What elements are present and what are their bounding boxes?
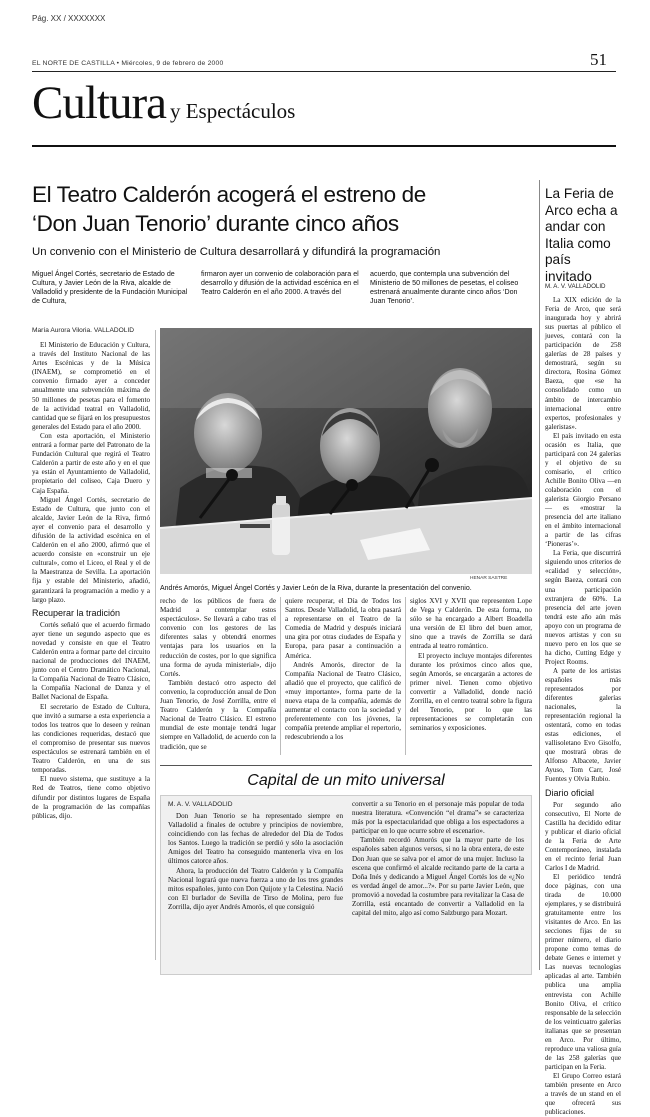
section-title — [32, 74, 295, 132]
subhead-diario-oficial: Diario oficial — [545, 787, 595, 798]
paragraph: El Ministerio de Educación y Cultura, a través del Instituto Nacional de las Artes Escénicas y de la Música (INAEM), se comprometió en el convenio firmado ayer a conceder anualmente una subvención máxima de 50 millones de pesetas para el fomento de la actividad teatral en Valladolid, cantidad que se fijará en los presupuestos generales del Estado para el año 2000. — [32, 341, 150, 431]
paragraph: También recordó Amorós que la mayor parte de los españoles saben algunos versos, si no la obra entera, de este Don Juan que se salva por el amor de una mujer. Incluso la escena que confirmó el alcalde recitando parte de la carta a Doña Inés y dedicando a Miguel Ángel Cortés los de «¿No es verdad ángel de amor...?». Por su parte Javier León, que promovió a novedad la costumbre para revitalizar la Casa de Zorrilla, está encantado de convertir a Valladolid en la capital del mito, algo así como Salzburgo para Mozart. — [352, 836, 524, 918]
secondary-byline: M. A. V. VALLADOLID — [168, 801, 233, 808]
section-rule — [32, 145, 616, 147]
paragraph: quiere recuperar, el Día de Todos los Santos. Desde Valladolid, la obra pasará a representarse en el Teatro de la Comedia de Madrid y después iniciará una gira por otras ciudades de España y Europa, para pasar a continuación a América. — [285, 597, 401, 660]
secondary-col-1 — [168, 812, 343, 970]
sidebar-body — [545, 296, 621, 1117]
paragraph: Ahora, la producción del Teatro Calderón y la Compañía Nacional logrará que nueva fuerza a uno de los tres grandes mitos españoles, junto con Don Quijote y la Celestina. Nació con El burlador de Sevilla de Tirso de Molina, pero fue Zorrilla, dijo ayer Andrés Amorós, el que consiguió — [168, 866, 343, 911]
paragraph: convertir a su Tenorio en el personaje más popular de toda nuestra literatura. «Convención “el drama”» se caracteriza más por la espectacularidad que obliga a los espectadores a participar en lo que ocurre sobre el escenario». — [352, 800, 524, 836]
paragraph: siglos XVI y XVII que representen Lope de Vega y Calderón. De esta forma, no sólo se ha encargado a Albert Boadella una versión de El libro del buen amor, sino que a través de Zorrilla se dará entrada al teatro romántico. — [410, 597, 532, 651]
masthead: EL NORTE DE CASTILLA • Miércoles, 9 de febrero de 2000 — [32, 60, 224, 67]
paragraph: El periódico tendrá doce páginas, con una tirada de 10.000 ejemplares, y se distribuirá gratuitamente entre los visitantes de Arco. En las secciones fijas de su primer número, el diario propone como temas de debate Genes e internet y Las nuevas tecnologías aplicadas al arte. También publica una amplia entrevista con Achille Bonito Oliva, el crítico responsable de la selección de los veinticuatro galerías italianas que se presentan en Arco. Por último, reproduce una valiosa guía de las 258 galerías que participan en la Feria. — [545, 872, 621, 1071]
paragraph: Don Juan Tenorio se ha representado siempre en Valladolid a finales de octubre y principios de noviembre, coincidiendo con las fechas de alrededor del Día de Todos los Santos. Luego la tradición se perdió y sólo la asociación Amigos del Teatro ha conseguido mantenerla viva en los últimos catorce años. — [168, 812, 343, 866]
main-col-3 — [285, 597, 401, 757]
paragraph: También destacó otro aspecto del convenio, la coproducción anual de Don Juan Tenorio, de José Zorrilla, entre el Teatro Calderón y la Compañía Nacional de Teatro Clásico. El estreno mundial de este montaje tendrá lugar siempre en Valladolid, de acuerdo con la tradición, que se — [160, 678, 276, 751]
headline-line-1: El Teatro Calderón acogerá el estreno de — [32, 182, 426, 207]
paragraph: A parte de los artistas españoles más representados por diferentes galerías nacionales, la representación regional la ostentará, como en todas estas ediciones, el vallisoletano Evo Gisolfo, que mostrará obras de Alfonso Albacete, Javier Ayuso, Tom Carr, José Fuentes y Olvia Rubio. — [545, 666, 621, 784]
paragraph: La Feria, que discurrirá siguiendo unos criterios de «calidad y selección», según Baeza, contará con una participación extranjera de 60%. La presencia del arte joven tendrá este año aún más apoyo con un programa de nuevos artistas y con su nuevo pero en los que se ha dicho, Cutting Edge y Project Rooms. — [545, 549, 621, 666]
sidebar-headline: La Feria de Arco echa a andar con Italia como país invitado — [545, 186, 618, 284]
subhead-recuperar: Recuperar la tradición — [32, 607, 121, 618]
main-col-1 — [32, 341, 150, 965]
paragraph: El proyecto incluye montajes diferentes durante los próximos cinco años que, según Amorós, se encargarán a actores de primer nivel. Tienen como objetivo convertir a Valladolid, donde nació Zorrilla, en el centro teatral sobre la figura del Tenorio, por lo que las representaciones se completarán con seminarios y exposiciones. — [410, 651, 532, 733]
lead-col-2: firmaron ayer un convenio de colaboración para el desarrollo y difusión de la actividad escénica en el Teatro Calderón en el año 2000. A través del — [201, 270, 359, 296]
paragraph: Miguel Ángel Cortés, secretario de Estado de Cultura, que junto con el alcalde, Javier León de la Riva, firmó ayer el convenio para el desarrollo y difusión de la actividad escénica en el Calderón en el año 2000, afirmó que el acuerdo consiste en «construir un eje cultural», como el Liceo, el Real y el de la Maestranza de Sevilla. La aportación fija y estable del Ministerio, añadió, garantizará la programación a medio y a largo plazo. — [32, 495, 150, 604]
main-col-4 — [410, 597, 532, 757]
column-divider — [405, 597, 406, 755]
paragraph: Andrés Amorós, director de la Compañía Nacional de Teatro Clásico, añadió que el proyecto, que calificó de «muy importante», forma parte de la nueva etapa de la compañía, además de aumentar el contacto con la sociedad y preferentemente con los jóvenes, la compañía pretende ampliar el repertorio, redescubriendo a los — [285, 660, 401, 742]
column-divider — [280, 597, 281, 755]
sidebar-byline: M. A. V. VALLADOLID — [545, 283, 606, 290]
photo-caption: Andrés Amorós, Miguel Ángel Cortés y Javier León de la Riva, durante la presentación del convenio. — [160, 585, 472, 592]
paragraph: El nuevo sistema, que sustituye a la Red de Teatros, tiene como objetivo difundir por distintos lugares de España de la programación de las compañías públicas, dijo. — [32, 775, 150, 820]
paragraph: Por segundo año consecutivo, El Norte de Castilla ha decidido editar y publicar el diario oficial de la Feria de Arte Contemporáneo, instalada en el recinto ferial Juan Carlos I de Madrid. — [545, 800, 621, 872]
paragraph: El Grupo Correo estará también presente en Arco a través de un stand en el que ofrecerá sus publicaciones. — [545, 1071, 621, 1117]
page-number: 51 — [590, 50, 607, 69]
section-main: Cultura — [32, 77, 166, 129]
main-headline — [32, 180, 532, 238]
main-byline: María Aurora Viloria. VALLADOLID — [32, 327, 135, 334]
lead-col-1: Miguel Ángel Cortés, secretario de Estado de Cultura, y Javier León de la Riva, alcalde de Valladolid y presidente de la Fundación Municipal de Cultura, — [32, 270, 188, 305]
paragraph: El secretario de Estado de Cultura, que invitó a sumarse a esta experiencia a todos los teatros que lo deseen y reúnan las condiciones requeridas, destacó que el compromiso de presentar sus nuevos espectáculos se estrenará también en el Teatro Calderón, en una de sus temporadas. — [32, 702, 150, 775]
paragraph: Con esta aportación, el Ministerio entrará a formar parte del Patronato de la Fundación Cultural que regirá el Teatro Calderón a partir de este año y en el que ya están el Ayuntamiento de Valladolid, propietario del coliseo, Caja Duero y Caja España. — [32, 431, 150, 495]
paragraph: La XIX edición de la Feria de Arco, que será inaugurada hoy y abrirá sus puertas al público el jueves, contará con la participación de 258 galerías de 28 países y demostrará, según su directora, Rosina Gómez Baeza, que «se ha consolidado como un ámbito de intercambio internacional entre expertos, profesionales y galeristas». — [545, 296, 621, 431]
masthead-rule — [32, 71, 616, 72]
section-sub: y Espectáculos — [169, 99, 296, 123]
page-label: Pág. XX / XXXXXXX — [32, 14, 106, 23]
photo-credit: HENAR SASTRE — [470, 576, 508, 581]
secondary-rule — [160, 765, 532, 766]
paragraph: recho de los públicos de fuera de Madrid a contemplar estos espectáculos». Se llevará a cabo tras el convenio con los gestores de las diferentes salas y obtendrá enormes ventajas para los usuarios en la reducción de costes, por lo que significa una forma de ayuda ministerial», dijo Cortés. — [160, 597, 276, 678]
main-col-2 — [160, 597, 276, 757]
paragraph: Cortés señaló que el acuerdo firmado ayer tiene un segundo aspecto que es novedad y consiste en que el Teatro Calderón entra a formar parte del circuito nacional de producciones del INAEM, junto con el Centro Dramático Nacional, la Compañía Nacional de Teatro Clásico, la Compañía Nacional de Danza y el Ballet Nacional de España. — [32, 620, 150, 702]
secondary-col-2 — [352, 800, 524, 970]
headline-line-2: ‘Don Juan Tenorio’ durante cinco años — [32, 211, 399, 236]
paragraph: El país invitado en esta ocasión es Italia, que participará con 24 galerías y el objetivo de su comisario, el crítico Achille Bonito Oliva —en colaboración con el galerista Giorgio Persano— es «mostrar la presencia del arte italiano en el ámbito internacional a partir de las cifras ‘Pioneras’». — [545, 431, 621, 549]
secondary-headline: Capital de un mito universal — [247, 772, 445, 789]
sidebar-divider — [539, 180, 540, 970]
press-conference-photo — [160, 328, 532, 574]
main-subhead: Un convenio con el Ministerio de Cultura desarrollará y difundirá la programación — [32, 246, 441, 258]
column-divider — [155, 330, 156, 960]
lead-col-3: acuerdo, que contempla una subvención del Ministerio de 50 millones de pesetas, el coliseo estrenará anualmente durante cinco años ‘Don Juan Tenorio’. — [370, 270, 519, 305]
